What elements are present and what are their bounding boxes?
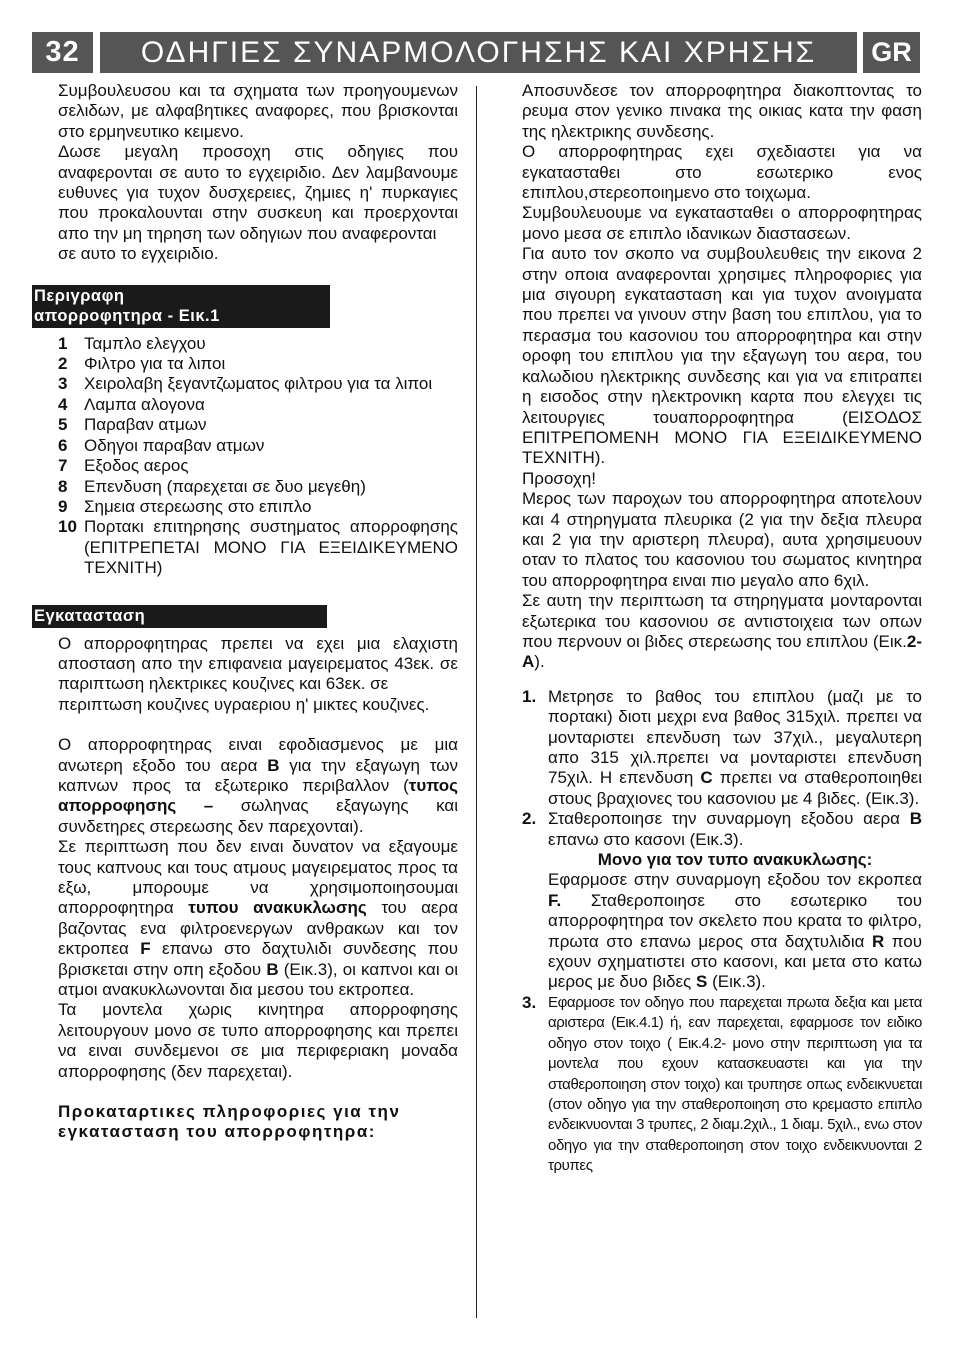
step-text: Εφαρμοσε τον οδηγο που παρεχεται πρωτα δεξια και μετα αριστερα (Εικ.4.1) ή, εαν παρεχεται, εφαρμοσε τον ειδικο οδηγο στον τοιχο ( Εικ.4.2- μονο στην περιπτωση για τα μοντελα που εχουν κατασκευαστει και για την σταθεροποιηση στον τοιχο) και τρυπησε οπως ενδεικνυεται (στον οδηγο για την σταθεροποιηση στο κρεμαστο επιπλο ενδεικνυονται 3 τρυπες, 2 διαμ.2χιλ., 1 διαμ. 5χιλ., ενω στον οδηγο για την σταθεροποιηση στον τοιχο ενδεικνυονται 2 τρυπες bbox=[548, 993, 922, 1175]
step-number: 2. bbox=[522, 809, 537, 829]
intro-paragraph-2: Δωσε μεγαλη προσοχη στις οδηγιες που αναφερονται σε αυτο το εγχειριδιο. Δεν λαμβανουμε ευθυνες για τυχον δυσχερειες, ζημιες η' πυρκαγιες που προκαλουνται στην συσκευη και προερχονται απο την μη τηρηση των οδηγιων που αναφερονται bbox=[58, 142, 458, 243]
part-item bbox=[58, 374, 458, 394]
step-item bbox=[522, 809, 922, 993]
step-text: Μετρησε το βαθος του επιπλου (μαζι με το πορτακι) διοτι μεχρι ενα βαθος 315χιλ. πρεπει να μονταριστει επενδυση των 37χιλ., μεγαλυτερη απο 315 χιλ.πρεπει να μονταριστει επενδυση 75χιλ. Η επενδυση C πρεπει να σταθεροποιηθει στους βραχιονες του κασονιου με 4 βιδες. (Εικ.3). bbox=[548, 686, 922, 808]
part-number: 1 bbox=[58, 333, 68, 353]
exhaust-paragraph: Ο απορροφητηρας ειναι εφοδιασμενος με μια ανωτερη εξοδο του αερα B για την εξαγωγη των καπνων προς τα εξωτερικο περιβαλλον (τυπος απορροφησης – σωληνας εξαγωγης και συνδετηρες στερεωσης δεν παρεχονται). bbox=[58, 735, 459, 836]
intro-paragraph-1: Συμβουλευσου και τα σχηματα των προηγουμενων σελιδων, με αλφαβητικες αναφορες, που βρισκονται στο ερμηνευτικο κειμενο. bbox=[58, 81, 458, 141]
step-item bbox=[522, 993, 922, 1177]
install-paragraph-1: Ο απορροφητηρας πρεπει να εχει μια ελαχιστη αποσταση απο την επιφανεια μαγειρεματος 43εκ. σε παριπτωση ηλεκτρικες κουζινες και 63εκ. σε bbox=[58, 633, 458, 694]
part-item bbox=[58, 477, 458, 497]
intro-paragraph-3: σε αυτο το εγχειριδιο. bbox=[58, 244, 219, 264]
right-column bbox=[522, 81, 922, 1177]
recirculation-subheading: Μονο για τον τυπο ανακυκλωσης: bbox=[597, 850, 873, 870]
part-number: 3 bbox=[58, 374, 68, 394]
page-number: 32 bbox=[32, 32, 93, 73]
motorless-paragraph: Τα μοντελα χωρις κινητηρα απορροφησης λειτουργουν μονο σε τυπο απορροφησης και πρεπει να ειναι συνδεμενοι σε μια περιφεριακη μοναδα απορροφησης (δεν παρεχεται). bbox=[58, 1000, 458, 1081]
part-number: 7 bbox=[58, 456, 68, 476]
part-item bbox=[58, 415, 458, 435]
part-item bbox=[58, 497, 458, 517]
part-number: 4 bbox=[58, 394, 68, 414]
part-label: Σημεια στερεωσης στο επιπλο bbox=[84, 496, 312, 516]
part-label: Φιλτρο για τα λιποι bbox=[84, 354, 226, 374]
recirculation-paragraph: Σε περιπτωση που δεν ειναι δυνατον να εξαγουμε τους καπνους και τους ατμους μαγειρεματος προς τα εξω, μπορουμε να χρησιμοποιησουμαι απορροφητηρα τυπου ανακυκλωσης του αερα βαζοντας ενα φιλτροενεργων ανθρακων και τον εκτροπεα F επανω στο δαχτυλιδι συνδεσης που βρισκεται στην οπη εξοδου B (Εικ.3), οι καπνοι και οι ατμοι ανακυκλωνονται δια μεσου του εκτροπεα. bbox=[58, 837, 458, 1000]
part-item bbox=[58, 354, 458, 374]
step-number: 3. bbox=[522, 992, 537, 1012]
installation-steps bbox=[522, 687, 922, 1177]
section-heading-installation: Εγκατασταση bbox=[32, 605, 327, 628]
parts-list bbox=[58, 334, 458, 579]
part-label: Πορτακι επιτηρησης συστηματος απορροφησης (ΕΠΙΤΡΕΠΕΤΑΙ ΜΟΝΟ ΓΙΑ ΕΞΕΙΔΙΚΕΥΜΕΝΟ ΤΕΧΝΙΤΗ) bbox=[84, 517, 458, 578]
part-number: 8 bbox=[58, 476, 68, 496]
side-supports-paragraph: Μερος των παροχων του απορροφητηρα αποτελουν και 4 στηρηγματα πλευρικα (2 για την δεξια πλευρα και 2 για την αριστερη πλευρα), αυτα χρησιμευουν οταν το πλατος του κασονιου του σωματος κινητηρα του απορροφητηρα ειναι πιο μεγαλο απο 6χιλ. bbox=[522, 489, 922, 590]
part-number: 5 bbox=[58, 415, 68, 435]
part-item bbox=[58, 436, 458, 456]
disconnect-paragraph: Αποσυνδεσε τον απορροφητηρα διακοπτοντας το ρευμα στον γενικο πινακα της οικιας κατα την φαση της ηλεκτρικης συνδεσης. bbox=[522, 81, 922, 141]
step-number: 1. bbox=[522, 686, 537, 706]
part-label: Παραβαν ατμων bbox=[84, 415, 207, 435]
part-number: 6 bbox=[58, 435, 68, 455]
part-item bbox=[58, 395, 458, 415]
part-item bbox=[58, 517, 458, 578]
section-heading-line-2: απορροφητηρα - Εικ.1 bbox=[34, 306, 220, 325]
left-column bbox=[34, 81, 459, 1143]
preliminary-info-heading: Προκαταρτικες πληροφοριες για την εγκατασταση του απορροφητηρα: bbox=[58, 1102, 401, 1142]
part-label: Λαμπα αλογονα bbox=[84, 394, 205, 414]
page-title: ΟΔΗΓΙΕΣ ΣΥΝΑΡΜΟΛΟΓΗΣΗΣ ΚΑΙ ΧΡΗΣΗΣ bbox=[100, 32, 857, 73]
advice-paragraph: Συμβουλευουμε να εγκατασταθει ο απορροφητηρας μονο μεσα σε επιπλο ιδανικων διαστασεων. bbox=[522, 203, 922, 243]
part-item bbox=[58, 334, 458, 354]
part-label: Οδηγοι παραβαν ατμων bbox=[84, 435, 265, 455]
part-number: 9 bbox=[58, 496, 68, 516]
section-heading-line-1: Περιγραφη bbox=[34, 286, 125, 305]
step-item bbox=[522, 687, 922, 809]
part-item bbox=[58, 456, 458, 476]
part-label: Ταμπλο ελεγχου bbox=[84, 333, 206, 353]
part-label: Εξοδος αερος bbox=[84, 456, 189, 476]
part-number: 10 bbox=[58, 517, 77, 537]
attention-label: Προσοχη! bbox=[522, 468, 596, 488]
column-divider bbox=[476, 86, 477, 1318]
part-number: 2 bbox=[58, 354, 68, 374]
figure2-paragraph: Για αυτο τον σκοπο να συμβουλευθεις την εικονα 2 στην οποια αναφερονται χρησιμες πληροφοριες για μια σιγουρη εγκατασταση και για τυχον ανοιγματα που πρεπει να γινουν στην βαση του επιπλου, για το περασμα του κασονιου του απορροφητηρα και στην οροφη του επιπλου για την εξαγωγη του αερα, του καλωδιου ηλεκτρικης συνδεσης και για να επιτραπει η εισοδος στην ηλεκτρονικη καρτα που ελεγχει τις λειτουργιες τουαπορροφητηρα (ΕΙΣΟΔΟΣ ΕΠΙΤΡΕΠΟΜΕΝΗ ΜΟΝΟ ΓΙΑ ΕΞΕΙΔΙΚΕΥΜΕΝΟ ΤΕΧΝΙΤΗ). bbox=[522, 244, 922, 468]
supports-mounting-paragraph: Σε αυτη την περιπτωση τα στηρηγματα μονταρονται εξωτερικα του κασονιου σε αντιστοιχεια των οπων που περνουν οι βιδες στερεωσης του επιπλου (Εικ.2-A). bbox=[522, 591, 922, 672]
language-badge: GR bbox=[863, 32, 920, 73]
step-text: Σταθεροποιησε την συναρμογη εξοδου αερα B επανω στο κασονι (Εικ.3). Μονο για τον τυπο ανακυκλωσης: Εφαρμοσε στην συναρμογη εξοδου τον εκροπεα F. Σταθεροποιησε στο εσωτερικο του απορροφητηρα τον σκελετο που κρατα το φιλτρο, πρωτα στο επανω μερος στα δαχτυλιδια R που εχουν σχηματιστει στο κασονι, και μετα στο κατω μερος με δυο βιδες S (Εικ.3). bbox=[548, 809, 922, 992]
section-heading-description bbox=[32, 285, 330, 328]
part-label: Χειρολαβη ξεγαντζωματος φιλτρου για τα λιποι bbox=[84, 374, 433, 394]
design-paragraph: Ο απορροφητηρας εχει σχεδιαστει για να εγκατασταθει στο εσωτερικο ενος επιπλου,στερεοποιημενο στο τοιχωμα. bbox=[522, 142, 922, 203]
part-label: Επενδυση (παρεχεται σε δυο μεγεθη) bbox=[84, 476, 366, 496]
install-paragraph-2: περιπτωση κουζινες υγραεριου η' μικτες κουζινες. bbox=[58, 694, 430, 714]
